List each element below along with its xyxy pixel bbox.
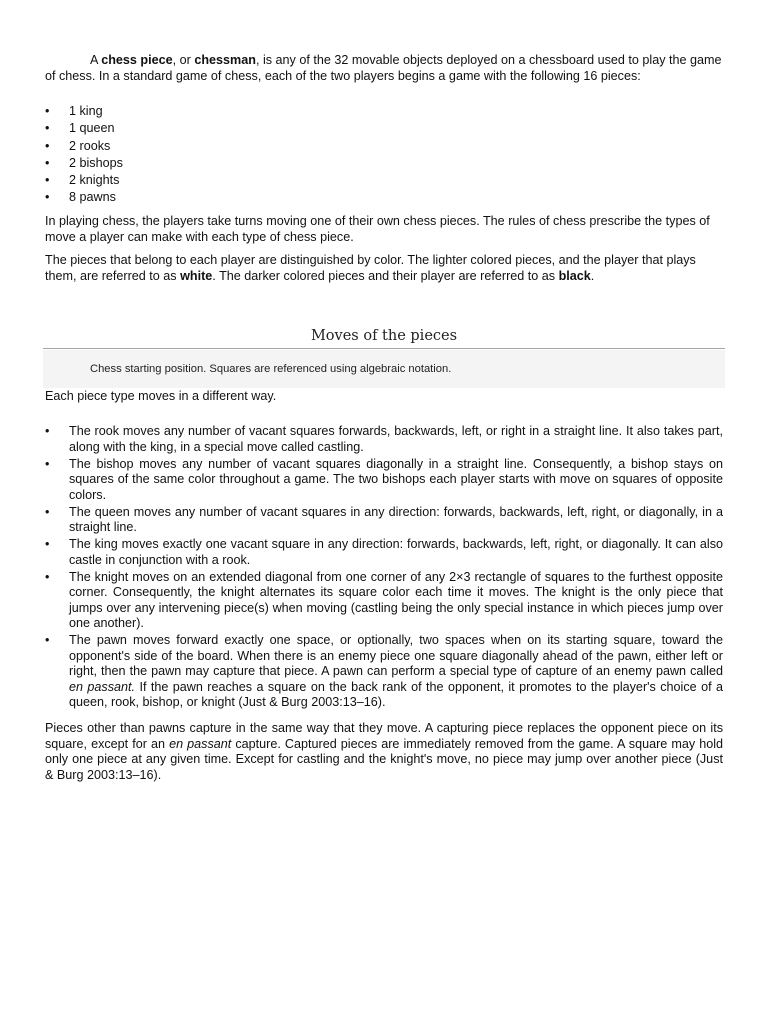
colors-text-1: The pieces that belong to each player are distinguished by color. The lighter colored pieces, and the player that plays them, are referred to as [45, 253, 696, 283]
list-item-text: 2 bishops [69, 155, 123, 170]
caption-text: Chess starting position. Squares are referenced using algebraic notation. [90, 363, 452, 375]
list-item-rook [45, 424, 723, 455]
list-item [45, 189, 723, 206]
list-item [45, 103, 723, 120]
list-item-knight [45, 570, 723, 632]
bullet-icon: • [45, 121, 50, 136]
colors-text-2: . The darker colored pieces and their player are referred to as [212, 268, 559, 283]
colors-text-3: . [590, 268, 595, 283]
intro-rest: , is any of the 32 movable objects deployed on a chessboard used to play the game of chess. In a standard game of chess, each of the two players begins a game with the following 16 pieces: [45, 53, 722, 83]
list-item-queen [45, 505, 723, 536]
list-item-text: 1 king [69, 104, 103, 118]
turns-paragraph: In playing chess, the players take turns moving one of their own chess pieces. The rules of chess prescribe the types of move a player can make with each type of chess piece. [45, 214, 710, 244]
term-chessman: chessman [194, 53, 256, 67]
term-white: white [180, 268, 213, 283]
bullet-icon: • [45, 569, 50, 584]
term-chess-piece: chess piece [101, 53, 173, 67]
figure-caption [43, 350, 725, 388]
bullet-icon: • [45, 104, 50, 118]
capture-text-2: capture. Captured pieces are immediately removed from the game. A square may hold only one piece at any given time. Except for castling and the knight's move, no piece may jump over another piece (Just & Burg 2003:13–16). [45, 736, 724, 782]
list-item-text: 2 rooks [69, 138, 111, 153]
list-item-king [45, 537, 723, 568]
intro-article: A [90, 53, 102, 67]
pawn-moves-text-1: The pawn moves forward exactly one space, or optionally, two spaces when on its starting square, toward the opponent's side of the board. When there is an enemy piece one square diagonally ahead of the pawn, either left or right, then the pawn may capture that piece. A pawn can perform a special type of capture of an enemy pawn called [69, 633, 723, 678]
bullet-icon: • [45, 424, 50, 438]
list-item [45, 120, 723, 137]
pawn-moves-text-2: If the pawn reaches a square on the back rank of the opponent, it promotes to the player's choice of a queen, rook, bishop, or knight (Just & Burg 2003:13–16). [69, 679, 723, 709]
intro-paragraph [45, 53, 723, 84]
term-en-passant: en passant. [69, 679, 136, 694]
bullet-icon: • [45, 504, 50, 519]
term-black: black [558, 268, 591, 283]
starting-pieces-list [45, 103, 723, 207]
list-item-bishop [45, 457, 723, 504]
bullet-icon: • [45, 173, 50, 188]
capture-paragraph [45, 721, 723, 783]
knight-moves-text: The knight moves on an extended diagonal from one corner of any 2×3 rectangle of squares to the furthest opposite corner. Consequently, the knight alternates its square color each time it moves. The knight is the only piece that jumps over any intervening piece(s) when moving (castling being the only special instance in which pieces jump over one another). [69, 569, 723, 630]
list-item [45, 138, 723, 155]
bullet-icon: • [45, 138, 50, 153]
list-item-text: 2 knights [69, 173, 120, 188]
queen-moves-text: The queen moves any number of vacant squares in any direction: forwards, backwards, left, right, or diagonally, in a straight line. [69, 504, 723, 534]
bullet-icon: • [45, 537, 50, 551]
bullet-icon: • [45, 456, 50, 471]
piece-moves-list [45, 424, 723, 711]
bullet-icon: • [45, 190, 50, 205]
king-moves-text: The king moves exactly one vacant square in any direction: forwards, backwards, left, right, or diagonally. It can also castle in conjunction with a rook. [69, 537, 723, 567]
term-en-passant-capture: en passant [169, 736, 232, 751]
bullet-icon: • [45, 633, 50, 647]
colors-paragraph [45, 253, 723, 284]
bullet-icon: • [45, 155, 50, 170]
rook-moves-text: The rook moves any number of vacant squares forwards, backwards, left, or right in a straight line. It also takes part, along with the king, in a special move called castling. [69, 424, 723, 454]
capture-text-1: Pieces other than pawns capture in the same way that they move. A capturing piece replaces the opponent piece on its square, except for an [45, 721, 723, 751]
list-item-text: 1 queen [69, 121, 115, 136]
list-item-pawn [45, 633, 723, 711]
moves-intro: Each piece type moves in a different way. [45, 389, 277, 403]
section-heading: Moves of the pieces [43, 326, 725, 349]
list-item [45, 155, 723, 172]
list-item-text: 8 pawns [69, 190, 116, 205]
intro-separator: , or [172, 53, 195, 67]
bishop-moves-text: The bishop moves any number of vacant squares diagonally in a straight line. Consequently, a bishop stays on squares of the same color throughout a game. The two bishops each player starts with move on squares of opposite colors. [69, 456, 723, 502]
list-item [45, 172, 723, 189]
